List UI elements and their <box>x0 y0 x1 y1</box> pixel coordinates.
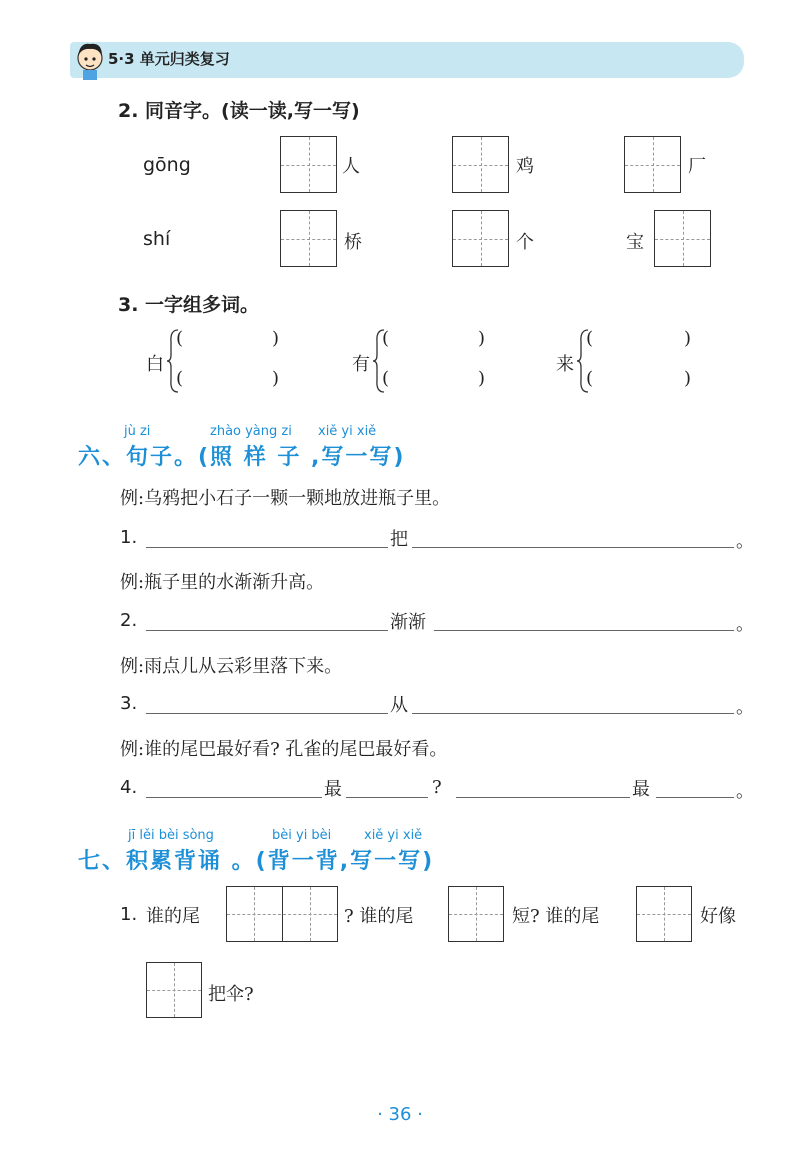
item-number: 4. <box>120 777 138 798</box>
writing-box[interactable] <box>146 962 202 1018</box>
q3-char: 白 <box>146 354 164 375</box>
sec7-title: 七、积累背诵 。(背一背,写一写) <box>78 849 435 874</box>
item-number: 1. <box>120 527 138 548</box>
q3-paren-open: ( <box>382 328 390 349</box>
answer-blank[interactable] <box>596 368 682 392</box>
answer-line[interactable] <box>656 797 734 798</box>
q3-paren-open: ( <box>176 328 184 349</box>
q3-paren-close: ) <box>478 368 486 389</box>
q2-pinyin-gong: gōng <box>143 154 191 176</box>
sec6-pinyin: zhào yàng zi <box>210 424 292 439</box>
q3-paren-close: ) <box>478 328 486 349</box>
q3-paren-close: ) <box>684 328 692 349</box>
answer-line[interactable] <box>412 713 734 714</box>
example-text: 例:谁的尾巴最好看? 孔雀的尾巴最好看。 <box>120 739 448 760</box>
example-text: 例:雨点儿从云彩里落下来。 <box>120 656 343 677</box>
mascot-icon <box>74 40 106 80</box>
q3-title: 3. 一字组多词。 <box>118 294 260 316</box>
keyword: 渐渐 <box>390 612 426 633</box>
writing-box[interactable] <box>654 210 711 267</box>
page-number: · 36 · <box>377 1104 423 1125</box>
q2-pinyin-shi: shí <box>143 228 171 250</box>
q2-char: 宝 <box>626 232 644 253</box>
period: 。 <box>736 614 754 635</box>
answer-line[interactable] <box>146 797 322 798</box>
answer-line[interactable] <box>434 630 734 631</box>
answer-line[interactable] <box>346 797 428 798</box>
answer-line[interactable] <box>146 713 388 714</box>
keyword: 最 <box>632 779 650 800</box>
poem-text: 短? 谁的尾 <box>512 906 600 927</box>
sec6-title: 六、句子。(照 样 子 ,写一写) <box>78 445 406 470</box>
answer-line[interactable] <box>412 547 734 548</box>
item-number: 2. <box>120 610 138 631</box>
writing-box[interactable] <box>280 210 337 267</box>
q2-char: 厂 <box>688 156 706 177</box>
writing-box[interactable] <box>636 886 692 942</box>
q3-paren-open: ( <box>382 368 390 389</box>
writing-box[interactable] <box>448 886 504 942</box>
q3-paren-open: ( <box>586 368 594 389</box>
poem-text: 谁的尾 <box>146 906 200 927</box>
q3-paren-close: ) <box>272 368 280 389</box>
poem-text: 好像 <box>700 906 736 927</box>
writing-box[interactable] <box>624 136 681 193</box>
writing-box[interactable] <box>452 136 509 193</box>
q3-paren-open: ( <box>586 328 594 349</box>
answer-blank[interactable] <box>392 368 476 392</box>
sec7-pinyin: bèi yi bèi <box>272 828 332 843</box>
sec7-pinyin: jī lěi bèi sòng <box>128 828 214 843</box>
q2-title: 2. 同音字。(读一读,写一写) <box>118 100 360 122</box>
sec6-pinyin: jù zi <box>124 424 151 439</box>
writing-box[interactable] <box>452 210 509 267</box>
sec7-pinyin: xiě yi xiě <box>364 828 423 843</box>
q2-char: 人 <box>342 156 360 177</box>
period: 。 <box>736 697 754 718</box>
keyword: 最 <box>324 779 342 800</box>
q3-char: 来 <box>556 354 574 375</box>
sec6-pinyin: xiě yi xiě <box>318 424 377 439</box>
answer-line[interactable] <box>146 547 388 548</box>
writing-box-double[interactable] <box>226 886 338 942</box>
q3-paren-close: ) <box>272 328 280 349</box>
period: 。 <box>736 781 754 802</box>
q2-char: 桥 <box>344 232 362 253</box>
q2-char: 个 <box>516 232 534 253</box>
writing-box[interactable] <box>280 136 337 193</box>
q3-paren-close: ) <box>684 368 692 389</box>
question-mark: ? <box>432 777 442 798</box>
period: 。 <box>736 531 754 552</box>
keyword: 把 <box>390 529 408 550</box>
q3-paren-open: ( <box>176 368 184 389</box>
answer-line[interactable] <box>456 797 630 798</box>
header-title: 5·3 单元归类复习 <box>108 50 230 68</box>
answer-blank[interactable] <box>186 328 270 352</box>
item-number: 3. <box>120 693 138 714</box>
answer-line[interactable] <box>146 630 388 631</box>
answer-blank[interactable] <box>186 368 270 392</box>
example-text: 例:乌鸦把小石子一颗一颗地放进瓶子里。 <box>120 488 451 509</box>
answer-blank[interactable] <box>392 328 476 352</box>
answer-blank[interactable] <box>596 328 682 352</box>
example-text: 例:瓶子里的水渐渐升高。 <box>120 572 325 593</box>
keyword: 从 <box>390 695 408 716</box>
q3-char: 有 <box>352 354 370 375</box>
poem-text: ? 谁的尾 <box>344 906 414 927</box>
poem-text: 把伞? <box>208 984 254 1005</box>
item-number: 1. <box>120 904 138 925</box>
q2-char: 鸡 <box>516 156 534 177</box>
